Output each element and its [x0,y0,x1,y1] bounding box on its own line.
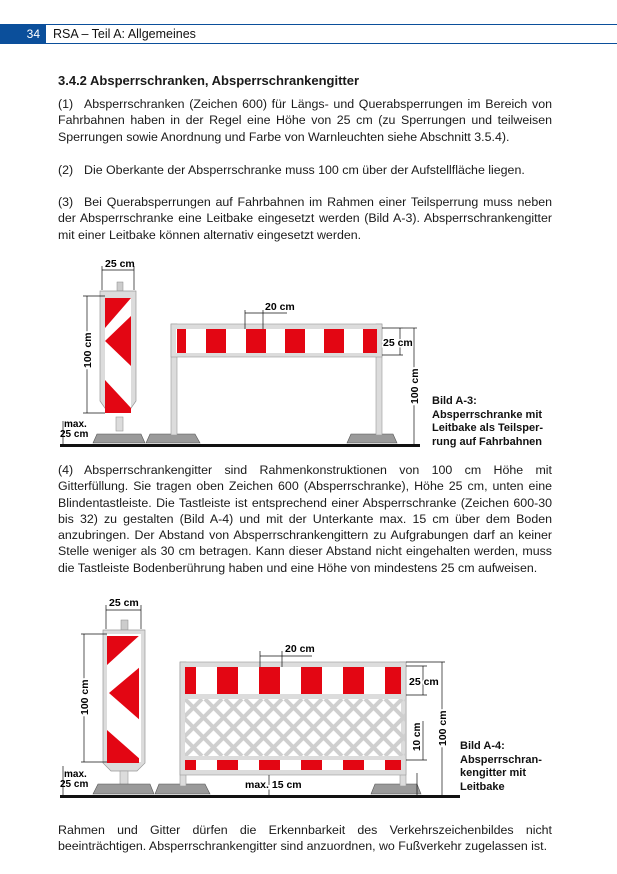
paragraph-number: (1) [58,97,74,111]
dim-total-height: 100 cm [409,368,421,404]
dim-bar-height: 25 cm [409,676,439,688]
paragraph-5 [58,822,552,855]
running-header [0,24,617,44]
ground-line [60,444,420,447]
gitter-base-right [371,784,421,794]
caption-line: kengitter mit [460,767,527,779]
paragraph-text: Rahmen und Gitter dürfen die Erkennbarkeit des Verkehrszeichenbildes nicht beeinträchtigen. Absperrschrankengitter sind anzuordnen, wo Fußverkehr zugelassen ist. [58,823,552,854]
caption-line: Absperrschran- [460,753,542,766]
barrier-base-right [347,434,397,443]
paragraph-number: (4) [58,463,74,477]
dim-post-height: 100 cm [82,332,94,368]
paragraph-text: Absperrschranken (Zeichen 600) für Längs- und Querabsperrungen im Bereich von Fahrbahnen haben in der Regel eine Höhe von 25 cm (zu Sperrungen und teilweisen Sperrungen sowie Anordnung und Farbe von Warnleuchten siehe Abschnitt 3.5.4). [58,97,552,144]
dim-post-width: 25 cm [109,597,139,609]
dim-post-width: 25 cm [105,258,135,270]
paragraph-3 [58,194,552,243]
ground-line [60,795,460,798]
dim-total-height: 100 cm [437,710,449,746]
dim-post-base-line1: max. [64,769,87,780]
caption-line: Leitbake [460,780,505,793]
caption-line: Leitbake als Teilsper- [432,422,544,434]
paragraph-number: (2) [58,163,74,177]
paragraph-text: Bei Querabsperrungen auf Fahrbahnen im Rahmen einer Teilsperrung muss neben der Absperrschranke eine Leitbake eingesetzt werden (Bild A-3). Absperrschrankengitter mit einer Leitbake können alternativ eingesetzt werden. [58,195,552,242]
page-number: 34 [0,24,46,44]
figure-a4-caption [460,740,542,794]
dim-ground-clearance: max. 15 cm [245,779,302,791]
paragraph-1 [58,96,552,145]
dim-stripe-width: 20 cm [285,643,315,655]
dim-post-height: 100 cm [79,679,91,715]
paragraph-number: (3) [58,195,74,209]
dim-post-base-line2: 25 cm [60,779,89,790]
caption-line: rung auf Fahrbahnen [432,435,542,448]
running-title: RSA – Teil A: Allgemeines [46,24,617,44]
dim-post-base-line1: max. [64,419,87,430]
dim-strip-height: 10 cm [412,722,423,751]
figure-a3-caption [432,395,543,449]
figure-a4-diagram [55,593,465,803]
leitbake [93,620,154,794]
paragraph-text: Die Oberkante der Absperrschranke muss 100 cm über der Aufstellfläche liegen. [84,163,525,177]
figure-a3-diagram [55,258,425,453]
absperrschranke [171,324,382,435]
leitbake [93,282,145,443]
dim-bar-height: 25 cm [383,337,413,349]
section-heading: 3.4.2 Absperrschranken, Absperrschrankengitter [58,73,360,88]
caption-line: Bild A-4: [460,740,505,752]
paragraph-text: Absperrschrankengitter sind Rahmenkonstruktionen von 100 cm Höhe mit Gitterfüllung. Sie tragen oben Zeichen 600 (Absperrschranke), Höhe 25 cm, unten eine Blindentastleiste. Die Tastleiste ist entsprechend einer Absperrschranke (Zeichen 600-30 bis 32) zu gestalten (Bild A-4) und mit der Unterkante max. 15 cm über dem Boden anzubringen. Der Abstand von Absperrschrankengittern zu Aufgrabungen darf an keiner Stelle weniger als 30 cm betragen. Kann dieser Abstand nicht eingehalten werden, muss die Tastleiste Bodenberührung haben und eine Höhe von mindestens 25 cm aufweisen. [58,463,552,575]
dim-post-base-line2: 25 cm [60,429,89,440]
caption-line: Absperrschranke mit [432,408,543,421]
paragraph-2 [58,162,552,178]
paragraph-4 [58,462,552,576]
dim-stripe-width: 20 cm [265,301,295,313]
caption-line: Bild A-3: [432,395,477,407]
barrier-base-left [146,434,200,443]
